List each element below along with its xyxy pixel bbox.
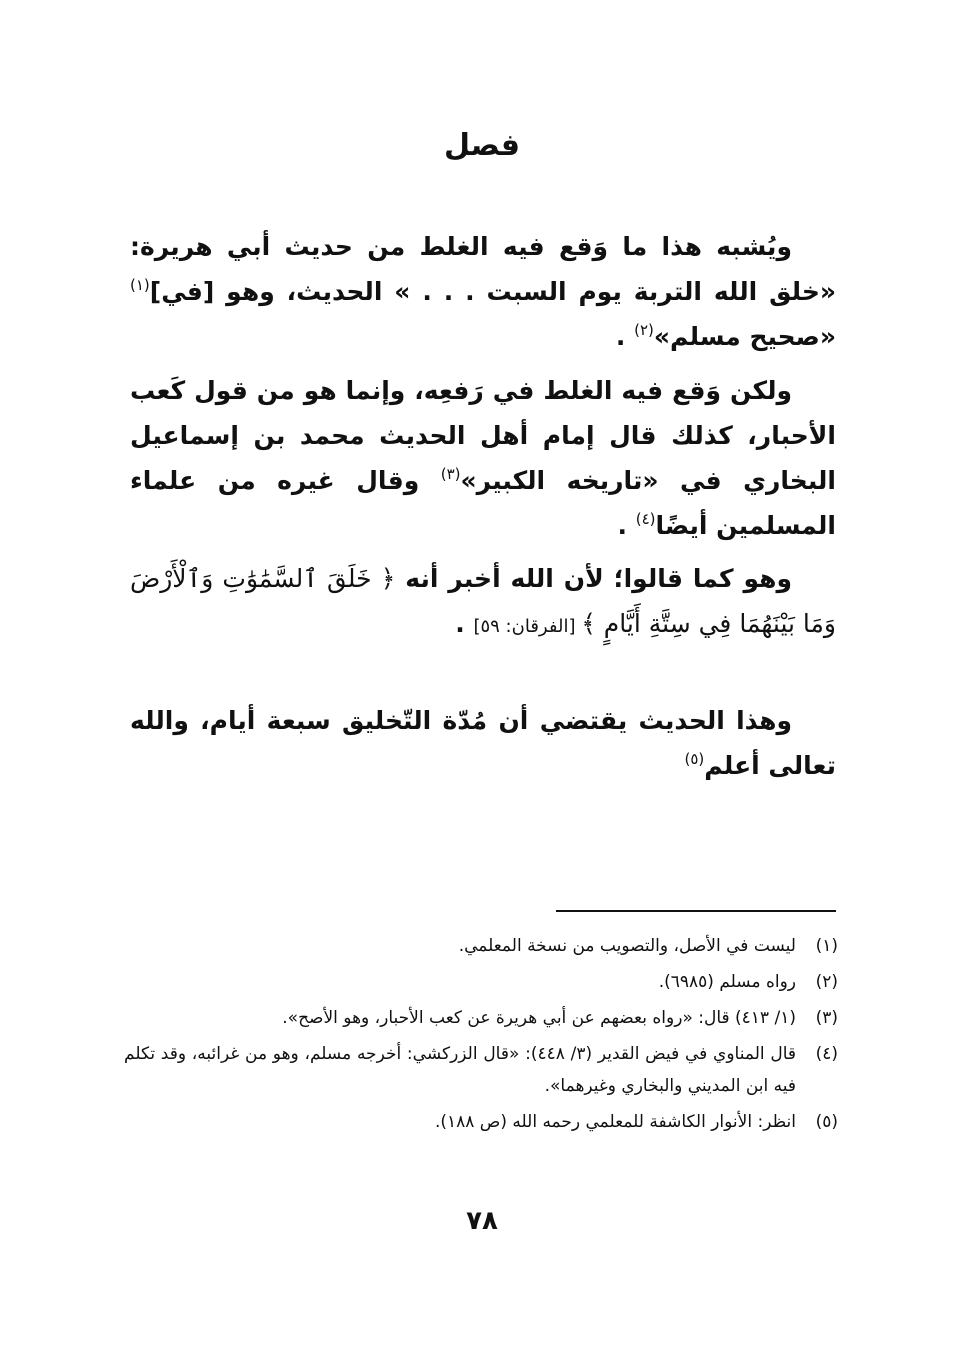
footnote-item bbox=[124, 966, 838, 998]
paragraph-text: . bbox=[455, 609, 474, 638]
paragraph-3 bbox=[130, 556, 836, 649]
page-number: ٧٨ bbox=[466, 1206, 498, 1236]
footnote-item bbox=[124, 1038, 838, 1102]
footnote-text: انظر: الأنوار الكاشفة للمعلمي رحمه الله (ص ١٨٨). bbox=[434, 1112, 796, 1132]
paragraph-text: . bbox=[617, 511, 636, 540]
footnote-number: (٢) bbox=[815, 972, 838, 992]
quran-verse: ﴿ خَلَقَ ٱلسَّمَٰوَٰتِ وَٱلْأَرْضَ وَمَا بَيْنَهُمَا فِي سِتَّةِ أَيَّامٍ ﴾ bbox=[130, 564, 836, 638]
paragraph-text: . bbox=[615, 322, 635, 351]
footnote-marker[interactable]: (١) bbox=[130, 276, 150, 294]
footnote-number: (٤) bbox=[815, 1044, 838, 1064]
paragraph-text: وقال غيره من علماء المسلمين أيضًا bbox=[130, 466, 836, 540]
footnote-text: رواه مسلم (٦٩٨٥). bbox=[658, 972, 796, 992]
footnote-marker[interactable]: (٤) bbox=[635, 510, 656, 528]
paragraph-text: ويُشبه هذا ما وَقع فيه الغلط من حديث أبي هريرة: «خلق الله التربة يوم السبت . . . » الحديث، وهو [في] bbox=[130, 232, 836, 306]
footnote-text: ليست في الأصل، والتصويب من نسخة المعلمي. bbox=[458, 936, 796, 956]
paragraph-text: وهذا الحديث يقتضي أن مُدّة التّخليق سبعة أيام، والله تعالى أعلم bbox=[130, 706, 836, 780]
footnote-separator bbox=[556, 910, 836, 912]
footnote-number: (١) bbox=[815, 936, 838, 956]
paragraph-text: «صحيح مسلم» bbox=[653, 322, 836, 351]
footnote-marker[interactable]: (٣) bbox=[440, 465, 461, 483]
paragraph-4 bbox=[130, 698, 836, 788]
paragraph-text: ولكن وَقع فيه الغلط في رَفعِه، وإنما هو من قول كَعب الأحبار، كذلك قال إمام أهل الحديث محمد بن إسماعيل البخاري في «تاريخه الكبير» bbox=[130, 376, 836, 495]
footnote-item bbox=[124, 1106, 838, 1138]
footnote-item bbox=[124, 930, 838, 962]
section-heading: فصل bbox=[444, 128, 520, 163]
footnote-text: (١/ ٤١٣) قال: «رواه بعضهم عن أبي هريرة عن كعب الأحبار، وهو الأصح». bbox=[282, 1008, 796, 1028]
footnote-text: قال المناوي في فيض القدير (٣/ ٤٤٨): «قال الزركشي: أخرجه مسلم، وهو من غرائبه، وقد تكلم فيه ابن المديني والبخاري وغيرهما». bbox=[124, 1044, 796, 1096]
footnote-number: (٥) bbox=[815, 1112, 838, 1132]
footnote-item bbox=[124, 1002, 838, 1034]
paragraph-2 bbox=[130, 368, 836, 548]
footnote-number: (٣) bbox=[815, 1008, 838, 1028]
footnote-marker[interactable]: (٢) bbox=[634, 321, 654, 339]
verse-reference: [الفرقان: ٥٩] bbox=[473, 616, 582, 637]
footnote-marker[interactable]: (٥) bbox=[684, 750, 705, 768]
paragraph-text: وهو كما قالوا؛ لأن الله أخبر أنه bbox=[395, 564, 792, 593]
footnotes-list bbox=[124, 930, 838, 1142]
paragraph-1 bbox=[130, 224, 836, 359]
